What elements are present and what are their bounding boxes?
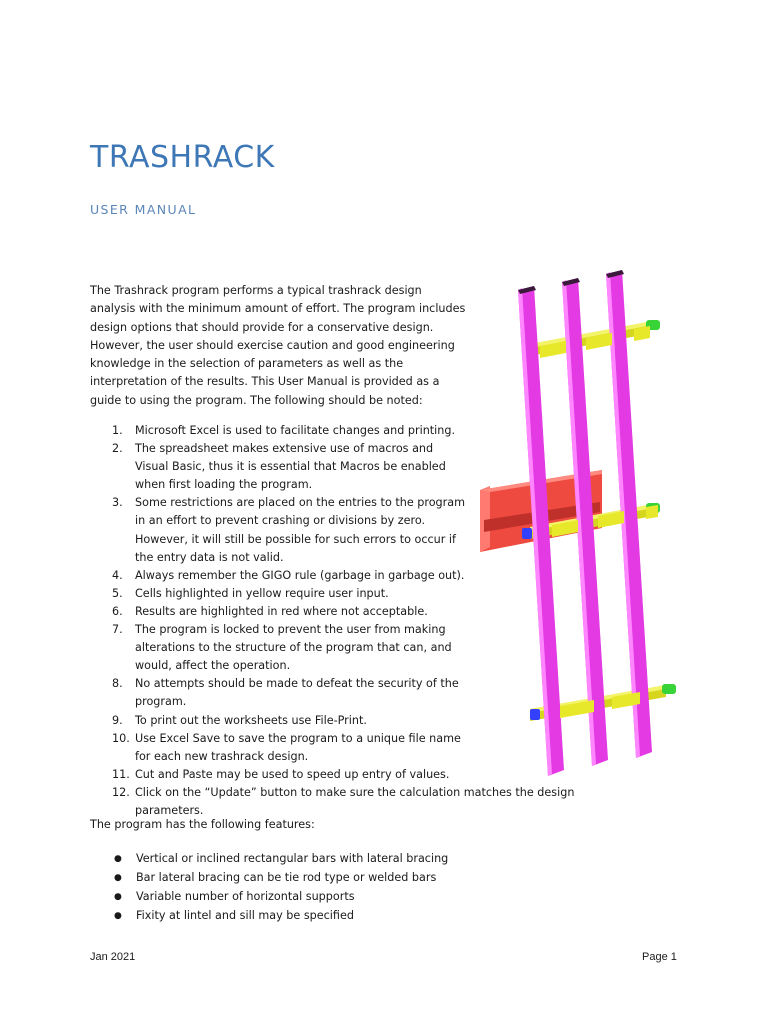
list-item — [90, 675, 465, 711]
list-number: 7. — [112, 623, 123, 637]
document-subtitle: USER MANUAL — [90, 202, 197, 217]
list-item — [90, 603, 465, 621]
list-text: Vertical or inclined rectangular bars with lateral bracing — [136, 852, 449, 865]
bullet-icon: ● — [114, 910, 122, 921]
features-list — [90, 850, 448, 926]
list-item — [90, 422, 465, 440]
list-item — [90, 585, 465, 603]
list-number: 9. — [112, 713, 123, 727]
list-item — [90, 784, 620, 820]
list-text: Click on the “Update” button to make sure the calculation matches the design parameters. — [135, 785, 575, 817]
list-text: Bar lateral bracing can be tie rod type or welded bars — [136, 870, 437, 884]
document-title: TRASHRACK — [90, 140, 275, 175]
list-text: To print out the worksheets use File-Print. — [135, 713, 367, 727]
trashrack-illustration — [470, 262, 710, 782]
list-item — [90, 907, 448, 926]
list-text: Cut and Paste may be used to speed up entry of values. — [135, 767, 450, 781]
list-text: Cells highlighted in yellow require user input. — [135, 586, 389, 600]
list-item — [90, 440, 465, 494]
bullet-icon: ● — [114, 872, 122, 883]
list-item — [90, 494, 465, 566]
features-intro: The program has the following features: — [90, 818, 315, 831]
list-text: No attempts should be made to defeat the security of the program. — [135, 677, 459, 709]
list-item — [90, 869, 448, 888]
list-number: 12. — [112, 785, 130, 799]
list-text: Use Excel Save to save the program to a unique file name for each new trashrack design. — [135, 731, 461, 763]
list-text: Fixity at lintel and sill may be specified — [136, 908, 354, 922]
list-number: 4. — [112, 568, 123, 582]
list-item — [90, 850, 448, 869]
list-number: 1. — [112, 424, 123, 437]
list-number: 5. — [112, 586, 123, 600]
footer-date: Jan 2021 — [90, 951, 136, 963]
list-text: The program is locked to prevent the user from making alterations to the structure of the program that can, and would, affect the operation. — [135, 623, 452, 673]
list-number: 6. — [112, 604, 123, 618]
list-item — [90, 888, 448, 907]
list-number: 3. — [112, 496, 123, 510]
list-text: Results are highlighted in red where not acceptable. — [135, 604, 428, 618]
list-text: Some restrictions are placed on the entries to the program in an effort to prevent crashing or divisions by zero. However, it will still be possible for such errors to occur if the entry data is not valid. — [135, 496, 466, 564]
list-number: 11. — [112, 767, 130, 781]
list-item — [90, 567, 465, 585]
bullet-icon: ● — [114, 891, 122, 902]
list-item — [90, 621, 465, 675]
list-text: Variable number of horizontal supports — [136, 889, 355, 903]
list-text: Always remember the GIGO rule (garbage in garbage out). — [135, 568, 465, 582]
list-text: The spreadsheet makes extensive use of macros and Visual Basic, thus it is essential that Macros be enabled when first loading the program. — [135, 442, 446, 492]
list-item — [90, 712, 465, 730]
list-text: Microsoft Excel is used to facilitate changes and printing. — [135, 424, 456, 437]
bullet-icon: ● — [114, 854, 122, 864]
list-number: 8. — [112, 677, 123, 691]
list-number: 2. — [112, 442, 123, 456]
list-item — [90, 730, 465, 766]
page-number: Page 1 — [642, 951, 677, 963]
list-number: 10. — [112, 731, 130, 745]
intro-paragraph: The Trashrack program performs a typical trashrack design analysis with the minimum amount of effort. The program includes design options that should provide for a conservative design. However, the user should exercise caution and good engineering knowledge in the selection of parameters as well as the interpretation of the results. This User Manual is provided as a guide to using the program. The following should be noted: — [90, 284, 466, 407]
